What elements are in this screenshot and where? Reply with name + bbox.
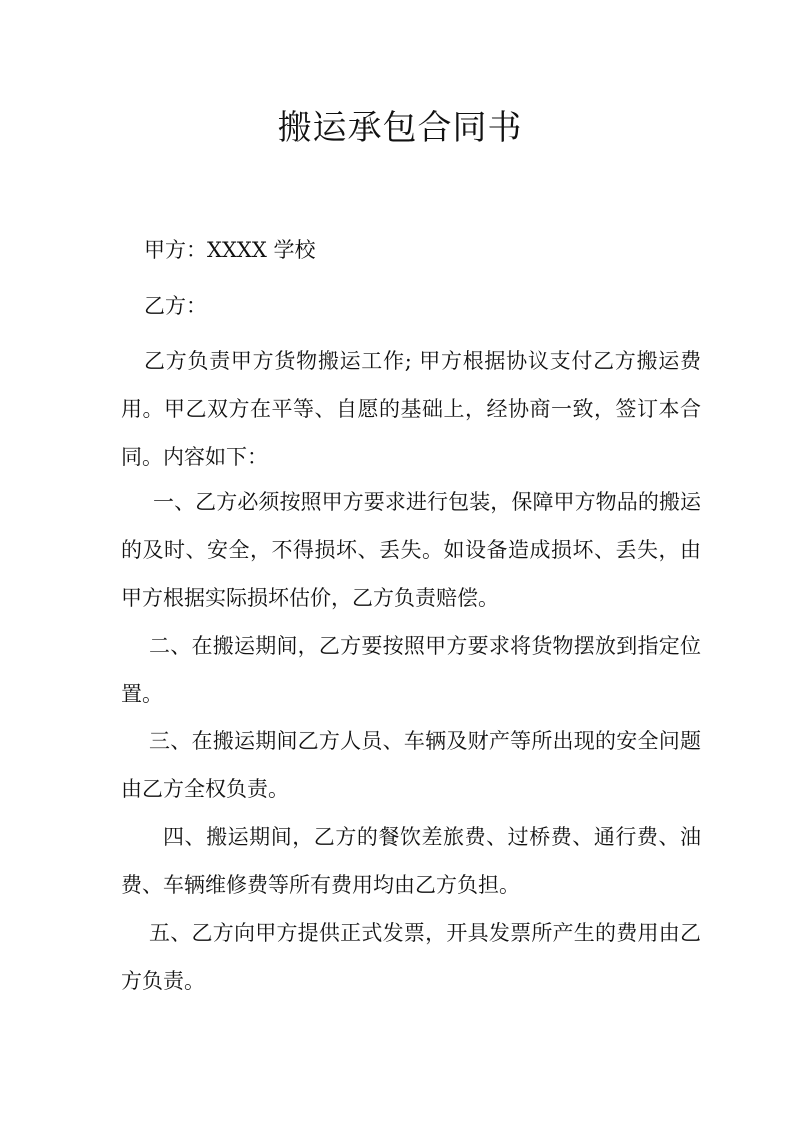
party-b: 乙方： (144, 294, 207, 318)
clause-1: 一、乙方必须按照甲方要求进行包装，保障甲方物品的搬运的及时、安全，不得损坏、丢失。如设备造成损坏、丢失，由甲方根据实际损坏估价，乙方负责赔偿。 (121, 490, 701, 610)
clause-4: 四、搬运期间，乙方的餐饮差旅费、过桥费、通行费、油费、车辆维修费等所有费用均由乙方负担。 (121, 825, 701, 897)
document-title: 搬运承包合同书 (277, 108, 523, 148)
clause-2: 二、在搬运期间，乙方要按照甲方要求将货物摆放到指定位置。 (121, 634, 701, 706)
intro-paragraph: 乙方负责甲方货物搬运工作; 甲方根据协议支付乙方搬运费用。甲乙双方在平等、自愿的基础上，经协商一致，签订本合同。内容如下： (121, 349, 701, 469)
clause-5: 五、乙方向甲方提供正式发票，开具发票所产生的费用由乙方负责。 (121, 921, 701, 993)
party-a: 甲方：XXXX 学校 (144, 238, 316, 262)
clause-3: 三、在搬运期间乙方人员、车辆及财产等所出现的安全问题由乙方全权负责。 (121, 729, 701, 801)
